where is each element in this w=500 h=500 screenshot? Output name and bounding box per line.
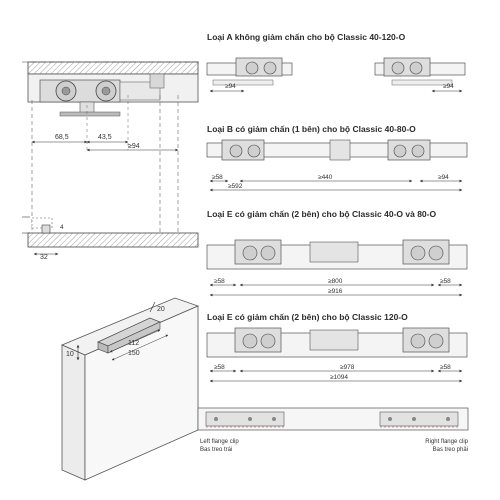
dim-e2-58r: ≥58 (440, 364, 451, 371)
dim-a-right: ≥94 (443, 83, 454, 90)
dim-112: 112 (128, 340, 140, 347)
iso-view (62, 298, 198, 480)
dim-10: 10 (66, 351, 74, 358)
dim-b-94: ≥94 (438, 174, 449, 181)
caption-right-flange (412, 438, 468, 454)
dim-e2-978: ≥978 (340, 364, 355, 371)
flange-clips-diagram (198, 408, 468, 430)
caption-left-vi: Bas treo trái (200, 447, 233, 453)
dim-43-5: 43,5 (98, 134, 112, 141)
caption-left-flange (200, 438, 239, 454)
caption-right-en: Right flange clip (425, 439, 468, 445)
dim-150: 150 (128, 350, 140, 357)
title-type-b: Loại B có giảm chấn (1 bên) cho bộ Classic 40-80-O (207, 124, 416, 134)
caption-right-vi: Bas treo phải (432, 447, 468, 453)
dim-e1-58: ≥58 (214, 278, 225, 285)
dim-e1-916: ≥916 (328, 288, 343, 295)
dim-e1-800: ≥800 (328, 278, 343, 285)
title-type-e1: Loại E có giảm chấn (2 bên) cho bộ Classic 40-O và 80-O (207, 209, 437, 219)
dim-20: 20 (157, 306, 165, 313)
dim-94-section: ≥94 (128, 143, 140, 150)
caption-left-en: Left flange clip (200, 439, 239, 445)
type-a-diagram (207, 58, 465, 91)
type-b-diagram (207, 140, 467, 190)
dim-b-58: ≥58 (212, 174, 223, 181)
dim-4: 4 (60, 224, 64, 231)
title-type-e2: Loại E có giảm chấn (2 bên) cho bộ Classic 120-O (207, 312, 408, 322)
dim-b-592: ≥592 (228, 183, 243, 190)
dim-e2-58: ≥58 (214, 364, 225, 371)
dim-a-left: ≥94 (225, 83, 236, 90)
dim-e2-1094: ≥1094 (330, 374, 349, 381)
type-e1-diagram (207, 240, 467, 295)
type-e2-diagram (207, 328, 467, 381)
title-type-a: Loại A không giảm chấn cho bộ Classic 40-120-O (207, 32, 406, 42)
dim-b-440: ≥440 (318, 174, 333, 181)
dim-68-5: 68,5 (55, 134, 69, 141)
section-view (22, 62, 200, 261)
dim-e1-58r: ≥58 (440, 278, 451, 285)
dim-32: 32 (40, 254, 48, 261)
